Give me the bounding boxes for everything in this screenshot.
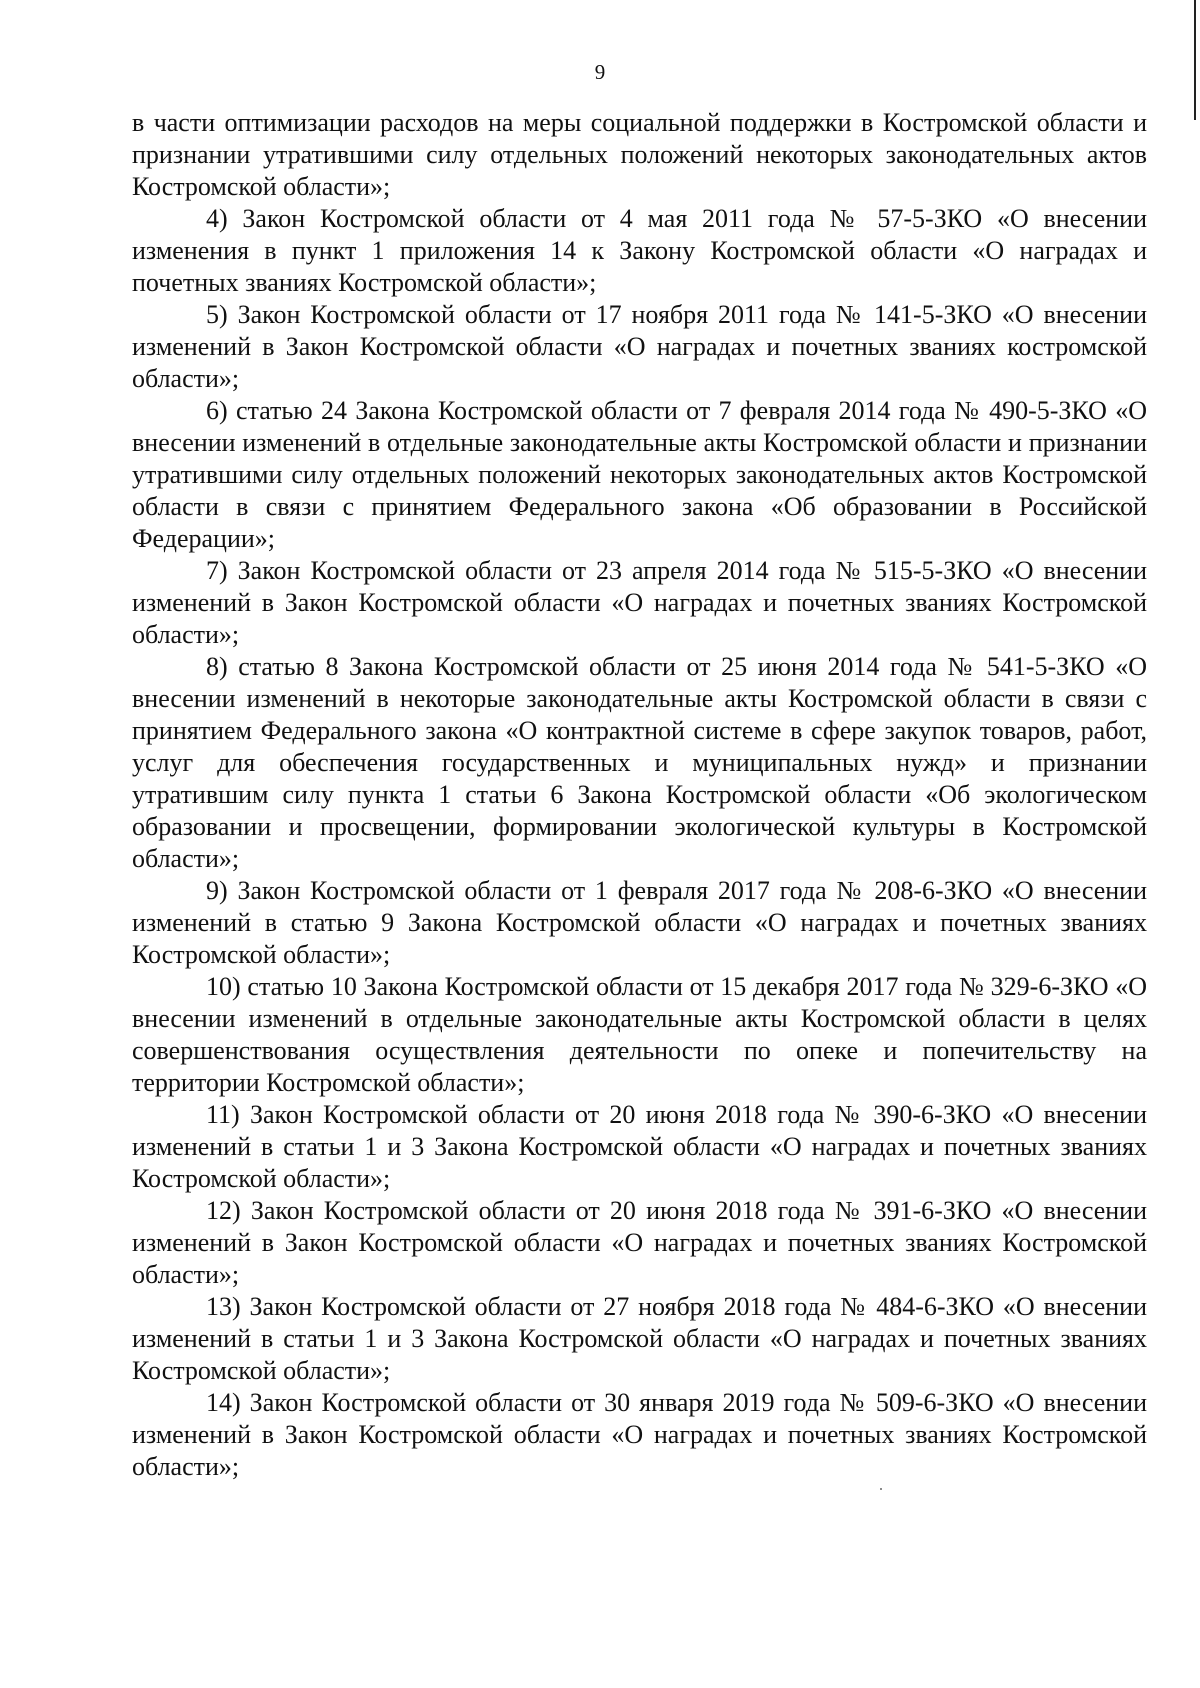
list-item-4: 4) Закон Костромской области от 4 мая 2011 года № 57-5-ЗКО «О внесении изменения в пункт 1 приложения 14 к Закону Костромской области «О наградах и почетных званиях Костромской области»; [132, 204, 1147, 297]
scan-speck [880, 1488, 882, 1490]
list-item-11: 11) Закон Костромской области от 20 июня 2018 года № 390-6-ЗКО «О внесении изменений в статьи 1 и 3 Закона Костромской области «О наградах и почетных званиях Костромской области»; [132, 1100, 1147, 1193]
list-item-8: 8) статью 8 Закона Костромской области от 25 июня 2014 года № 541-5-ЗКО «О внесении изменений в некоторые законодательные акты Костромской области в связи с принятием Федерального закона «О контрактной системе в сфере закупок товаров, работ, услуг для обеспечения государственных и муниципальных нужд» и признании утратившим силу пункта 1 статьи 6 Закона Костромской области «Об экологическом образовании и просвещении, формировании экологической культуры в Костромской области»; [132, 652, 1147, 873]
document-body [132, 107, 1147, 1483]
list-item-9: 9) Закон Костромской области от 1 февраля 2017 года № 208-6-ЗКО «О внесении изменений в статью 9 Закона Костромской области «О наградах и почетных званиях Костромской области»; [132, 876, 1147, 969]
page-number: 9 [594, 60, 606, 84]
list-item-12: 12) Закон Костромской области от 20 июня 2018 года № 391-6-ЗКО «О внесении изменений в Закон Костромской области «О наградах и почетных званиях Костромской области»; [132, 1196, 1147, 1289]
paragraph-continuation: в части оптимизации расходов на меры социальной поддержки в Костромской области и признании утратившими силу отдельных положений некоторых законодательных актов Костромской области»; [132, 108, 1147, 201]
list-item-6: 6) статью 24 Закона Костромской области от 7 февраля 2014 года № 490-5-ЗКО «О внесении изменений в отдельные законодательные акты Костромской области и признании утратившими силу отдельных положений некоторых законодательных актов Костромской области в связи с принятием Федерального закона «Об образовании в Российской Федерации»; [132, 396, 1147, 553]
list-item-7: 7) Закон Костромской области от 23 апреля 2014 года № 515-5-ЗКО «О внесении изменений в Закон Костромской области «О наградах и почетных званиях Костромской области»; [132, 556, 1147, 649]
list-item-13: 13) Закон Костромской области от 27 ноября 2018 года № 484-6-ЗКО «О внесении изменений в статьи 1 и 3 Закона Костромской области «О наградах и почетных званиях Костромской области»; [132, 1292, 1147, 1385]
list-item-10: 10) статью 10 Закона Костромской области от 15 декабря 2017 года № 329-6-ЗКО «О внесении изменений в отдельные законодательные акты Костромской области в целях совершенствования осуществления деятельности по опеке и попечительству на территории Костромской области»; [132, 972, 1147, 1097]
list-item-14: 14) Закон Костромской области от 30 января 2019 года № 509-6-ЗКО «О внесении изменений в Закон Костромской области «О наградах и почетных званиях Костромской области»; [132, 1388, 1147, 1481]
list-item-5: 5) Закон Костромской области от 17 ноября 2011 года № 141-5-ЗКО «О внесении изменений в Закон Костромской области «О наградах и почетных званиях костромской области»; [132, 300, 1147, 393]
